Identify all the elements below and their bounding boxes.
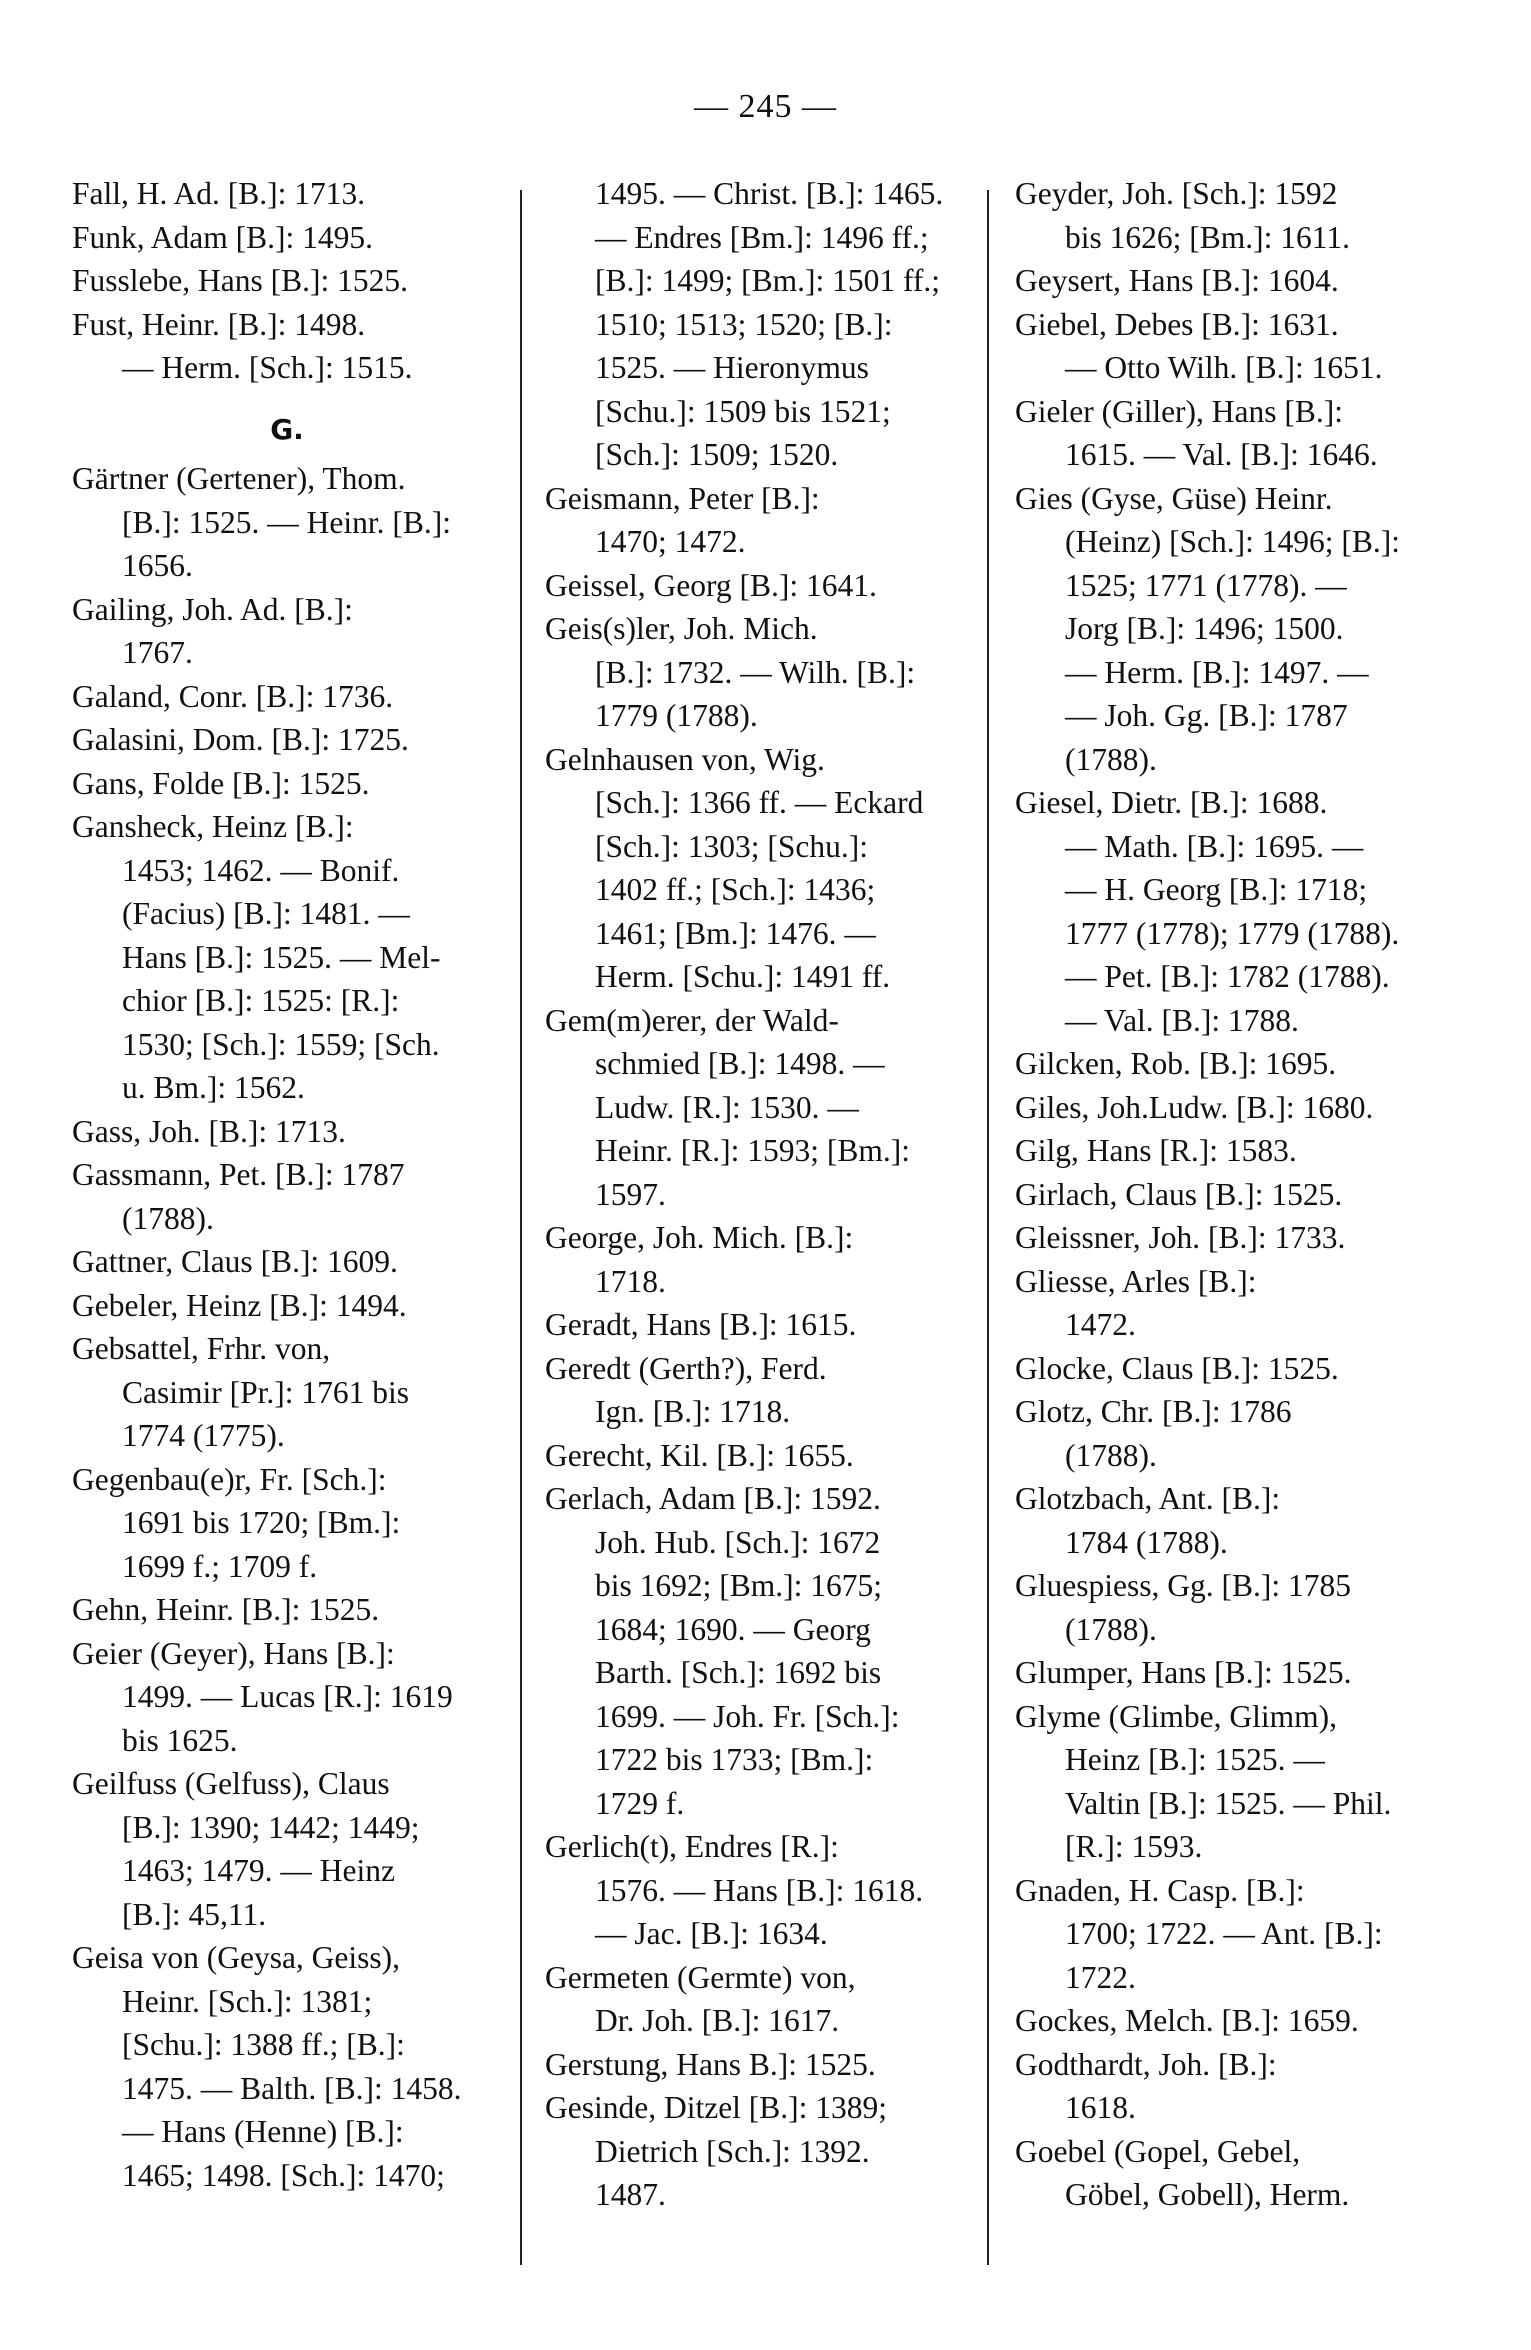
entry-continuation: 1700; 1722. — Ant. [B.]:	[1065, 1916, 1383, 1951]
entry-continuation: — Jac. [B.]: 1634.	[595, 1916, 828, 1951]
entry-continuation: 1475. — Balth. [B.]: 1458.	[122, 2070, 462, 2106]
entry-line: Fust, Heinr. [B.]: 1498.	[72, 306, 366, 342]
entry-line: Giles, Joh.Ludw. [B.]: 1680.	[1015, 1089, 1374, 1125]
entry-line: Geyder, Joh. [Sch.]: 1592	[1015, 176, 1338, 211]
entry-line: Geissel, Georg [B.]: 1641.	[545, 567, 877, 603]
entry-line: Gailing, Joh. Ad. [B.]:	[72, 591, 353, 627]
entry-continuation: 1470; 1472.	[595, 524, 746, 559]
entry-continuation: bis 1625.	[122, 1722, 238, 1758]
entry-continuation: 1453; 1462. — Bonif.	[122, 852, 400, 888]
entry-continuation: — Math. [B.]: 1695. —	[1065, 828, 1364, 864]
entry-continuation: Valtin [B.]: 1525. — Phil.	[1065, 1785, 1392, 1821]
entry-continuation: 1722.	[1065, 1959, 1136, 1995]
entry-continuation: [B.]: 45,11.	[122, 1896, 267, 1932]
entry-line: Gerlich(t), Endres [R.]:	[545, 1829, 839, 1864]
entry-continuation: (1788).	[1065, 1437, 1157, 1473]
entry-line: Geisa von (Geysa, Geiss),	[72, 1940, 401, 1975]
entry-line: Galasini, Dom. [B.]: 1725.	[72, 722, 409, 757]
entry-line: Gebeler, Heinz [B.]: 1494.	[72, 1287, 407, 1323]
entry-continuation: 1597.	[595, 1176, 666, 1212]
entry-line: Gleissner, Joh. [B.]: 1733.	[1015, 1220, 1346, 1255]
index-column-1	[72, 172, 502, 2197]
entry-continuation: Ludw. [R.]: 1530. —	[595, 1089, 859, 1125]
entry-line: Girlach, Claus [B.]: 1525.	[1015, 1176, 1343, 1212]
entry-line: Gass, Joh. [B.]: 1713.	[72, 1113, 346, 1149]
entry-line: Gassmann, Pet. [B.]: 1787	[72, 1157, 405, 1192]
entry-continuation: — Herm. [B.]: 1497. —	[1065, 654, 1369, 690]
entry-continuation: 1525. — Hieronymus	[595, 350, 869, 385]
entry-line: Gärtner (Gertener), Thom.	[72, 461, 406, 496]
entry-continuation: Dr. Joh. [B.]: 1617.	[595, 2003, 840, 2038]
entry-line: Giesel, Dietr. [B.]: 1688.	[1015, 785, 1328, 820]
entry-continuation: Hans [B.]: 1525. — Mel-	[122, 939, 441, 975]
column-divider	[987, 190, 989, 2265]
entry-continuation: 1402 ff.; [Sch.]: 1436;	[595, 872, 876, 907]
entry-continuation: 1699. — Joh. Fr. [Sch.]:	[595, 1698, 900, 1734]
entry-continuation: 1461; [Bm.]: 1476. —	[595, 915, 876, 951]
entry-line: Gansheck, Heinz [B.]:	[72, 809, 354, 844]
entry-continuation: 1465; 1498. [Sch.]: 1470;	[122, 2157, 445, 2193]
entry-continuation: 1510; 1513; 1520; [B.]:	[595, 306, 893, 342]
entry-line: Gies (Gyse, Güse) Heinr.	[1015, 480, 1333, 516]
entry-continuation: 1525; 1771 (1778). —	[1065, 567, 1347, 603]
entry-continuation: [B.]: 1390; 1442; 1449;	[122, 1809, 420, 1845]
entry-line: Gans, Folde [B.]: 1525.	[72, 765, 370, 801]
entry-continuation: [B.]: 1525. — Heinr. [B.]:	[122, 504, 451, 540]
entry-line: George, Joh. Mich. [B.]:	[545, 1220, 854, 1255]
entry-continuation: 1718.	[595, 1263, 666, 1299]
entry-continuation: 1722 bis 1733; [Bm.]:	[595, 1742, 874, 1777]
entry-continuation: 1463; 1479. — Heinz	[122, 1853, 395, 1888]
entry-continuation: 1729 f.	[595, 1785, 685, 1821]
entry-continuation: (1788).	[1065, 741, 1157, 777]
entry-line: Goebel (Gopel, Gebel,	[1015, 2133, 1301, 2169]
entry-line: Gerstung, Hans B.]: 1525.	[545, 2046, 876, 2082]
entry-continuation: (1788).	[1065, 1611, 1157, 1647]
entry-continuation: Ign. [B.]: 1718.	[595, 1394, 791, 1429]
entry-line: Geysert, Hans [B.]: 1604.	[1015, 263, 1339, 298]
entry-continuation: bis 1692; [Bm.]: 1675;	[595, 1568, 883, 1603]
entry-continuation: (Facius) [B.]: 1481. —	[122, 896, 410, 931]
entry-line: Geredt (Gerth?), Ferd.	[545, 1350, 827, 1386]
entry-continuation: [R.]: 1593.	[1065, 1829, 1203, 1864]
entry-continuation: Heinr. [R.]: 1593; [Bm.]:	[595, 1133, 910, 1168]
entry-line: Geis(s)ler, Joh. Mich.	[545, 611, 818, 646]
entry-continuation: bis 1626; [Bm.]: 1611.	[1065, 219, 1350, 255]
entry-continuation: — Herm. [Sch.]: 1515.	[122, 350, 413, 385]
entry-line: Gem(m)erer, der Wald-	[545, 1002, 839, 1038]
entry-continuation: 1779 (1788).	[595, 698, 758, 733]
index-column-2	[545, 172, 980, 2217]
entry-line: Geier (Geyer), Hans [B.]:	[72, 1635, 395, 1671]
entry-continuation: (Heinz) [Sch.]: 1496; [B.]:	[1065, 524, 1401, 559]
entry-line: Germeten (Germte) von,	[545, 1959, 856, 1995]
entry-continuation: — Hans (Henne) [B.]:	[122, 2114, 404, 2149]
entry-continuation: 1530; [Sch.]: 1559; [Sch.	[122, 1026, 440, 1062]
entry-line: Gluespiess, Gg. [B.]: 1785	[1015, 1568, 1351, 1603]
entry-line: Glyme (Glimbe, Glimm),	[1015, 1698, 1337, 1734]
entry-continuation: [Sch.]: 1303; [Schu.]:	[595, 828, 868, 864]
entry-continuation: — H. Georg [B.]: 1718;	[1065, 872, 1368, 907]
entry-line: Glotz, Chr. [B.]: 1786	[1015, 1394, 1292, 1429]
column-divider	[520, 190, 522, 2265]
entry-line: Fall, H. Ad. [B.]: 1713.	[72, 176, 366, 211]
entry-line: Glotzbach, Ant. [B.]:	[1015, 1481, 1281, 1516]
entry-line: Glocke, Claus [B.]: 1525.	[1015, 1350, 1339, 1386]
entry-line: Gelnhausen von, Wig.	[545, 741, 825, 777]
entry-continuation: — Val. [B.]: 1788.	[1065, 1002, 1299, 1038]
entry-continuation: [Schu.]: 1388 ff.; [B.]:	[122, 2027, 405, 2062]
entry-line: Gebsattel, Frhr. von,	[72, 1331, 331, 1366]
entry-continuation: 1499. — Lucas [R.]: 1619	[122, 1679, 453, 1714]
entry-continuation: Joh. Hub. [Sch.]: 1672	[595, 1524, 881, 1560]
entry-line: Geilfuss (Gelfuss), Claus	[72, 1766, 390, 1801]
entry-line: Geradt, Hans [B.]: 1615.	[545, 1307, 857, 1342]
entry-line: Gilcken, Rob. [B.]: 1695.	[1015, 1046, 1337, 1081]
entry-continuation: 1784 (1788).	[1065, 1524, 1228, 1560]
entry-continuation: [B.]: 1499; [Bm.]: 1501 ff.;	[595, 263, 941, 298]
entry-continuation: Casimir [Pr.]: 1761 bis	[122, 1374, 410, 1410]
entry-continuation: 1691 bis 1720; [Bm.]:	[122, 1505, 401, 1540]
entry-continuation: u. Bm.]: 1562.	[122, 1070, 305, 1105]
entry-continuation: — Otto Wilh. [B.]: 1651.	[1065, 350, 1383, 385]
entry-continuation: Herm. [Schu.]: 1491 ff.	[595, 959, 891, 994]
entry-line: Godthardt, Joh. [B.]:	[1015, 2046, 1277, 2082]
entry-line: Gockes, Melch. [B.]: 1659.	[1015, 2003, 1359, 2038]
entry-continuation: Heinz [B.]: 1525. —	[1065, 1742, 1325, 1777]
entry-continuation: [Schu.]: 1509 bis 1521;	[595, 393, 891, 429]
entry-line: Funk, Adam [B.]: 1495.	[72, 219, 374, 255]
entry-continuation: Barth. [Sch.]: 1692 bis	[595, 1655, 882, 1690]
entry-continuation: 1615. — Val. [B.]: 1646.	[1065, 437, 1378, 472]
entry-line: Galand, Conr. [B.]: 1736.	[72, 678, 394, 714]
entry-continuation: [Sch.]: 1509; 1520.	[595, 437, 839, 472]
entry-line: Gieler (Giller), Hans [B.]:	[1015, 393, 1344, 429]
entry-continuation: — Joh. Gg. [B.]: 1787	[1065, 698, 1348, 733]
entry-line: Gesinde, Ditzel [B.]: 1389;	[545, 2090, 888, 2125]
entry-continuation: — Pet. [B.]: 1782 (1788).	[1065, 959, 1390, 994]
entry-continuation: 1656.	[122, 548, 193, 583]
entry-line: Gattner, Claus [B.]: 1609.	[72, 1244, 398, 1279]
entry-line: Gerlach, Adam [B.]: 1592.	[545, 1481, 881, 1516]
entry-line: Gliesse, Arles [B.]:	[1015, 1263, 1257, 1299]
entry-line: Gegenbau(e)r, Fr. [Sch.]:	[72, 1461, 387, 1497]
entry-continuation: 1495. — Christ. [B.]: 1465.	[595, 176, 944, 211]
entry-continuation: — Endres [Bm.]: 1496 ff.;	[595, 219, 929, 255]
index-column-3	[1015, 172, 1450, 2217]
entry-continuation: [Sch.]: 1366 ff. — Eckard	[595, 785, 924, 820]
entry-continuation: 1774 (1775).	[122, 1418, 285, 1453]
section-letter: G.	[270, 412, 304, 446]
entry-continuation: schmied [B.]: 1498. —	[595, 1046, 885, 1081]
entry-line: Gnaden, H. Casp. [B.]:	[1015, 1872, 1305, 1908]
entry-line: Gilg, Hans [R.]: 1583.	[1015, 1133, 1297, 1168]
entry-continuation: Göbel, Gobell), Herm.	[1065, 2177, 1350, 2212]
entry-continuation: Heinr. [Sch.]: 1381;	[122, 1983, 373, 2019]
entry-continuation: 1576. — Hans [B.]: 1618.	[595, 1872, 924, 1908]
entry-continuation: chior [B.]: 1525: [R.]:	[122, 983, 400, 1018]
entry-continuation: 1777 (1778); 1779 (1788).	[1065, 915, 1400, 951]
entry-line: Glumper, Hans [B.]: 1525.	[1015, 1655, 1352, 1690]
entry-continuation: [B.]: 1732. — Wilh. [B.]:	[595, 654, 916, 690]
entry-continuation: 1472.	[1065, 1307, 1136, 1342]
entry-continuation: Dietrich [Sch.]: 1392.	[595, 2133, 870, 2169]
entry-line: Gerecht, Kil. [B.]: 1655.	[545, 1437, 854, 1473]
entry-continuation: 1684; 1690. — Georg	[595, 1611, 871, 1647]
entry-continuation: 1699 f.; 1709 f.	[122, 1548, 318, 1584]
entry-continuation: 1487.	[595, 2177, 666, 2212]
entry-line: Geismann, Peter [B.]:	[545, 480, 820, 516]
entry-continuation: 1767.	[122, 635, 193, 670]
entry-continuation: Jorg [B.]: 1496; 1500.	[1065, 611, 1344, 646]
entry-continuation: 1618.	[1065, 2090, 1136, 2125]
entry-line: Fusslebe, Hans [B.]: 1525.	[72, 263, 408, 298]
entry-continuation: (1788).	[122, 1200, 214, 1236]
entry-line: Giebel, Debes [B.]: 1631.	[1015, 306, 1339, 342]
entry-line: Gehn, Heinr. [B.]: 1525.	[72, 1592, 380, 1627]
page-number: — 245 —	[694, 88, 837, 125]
